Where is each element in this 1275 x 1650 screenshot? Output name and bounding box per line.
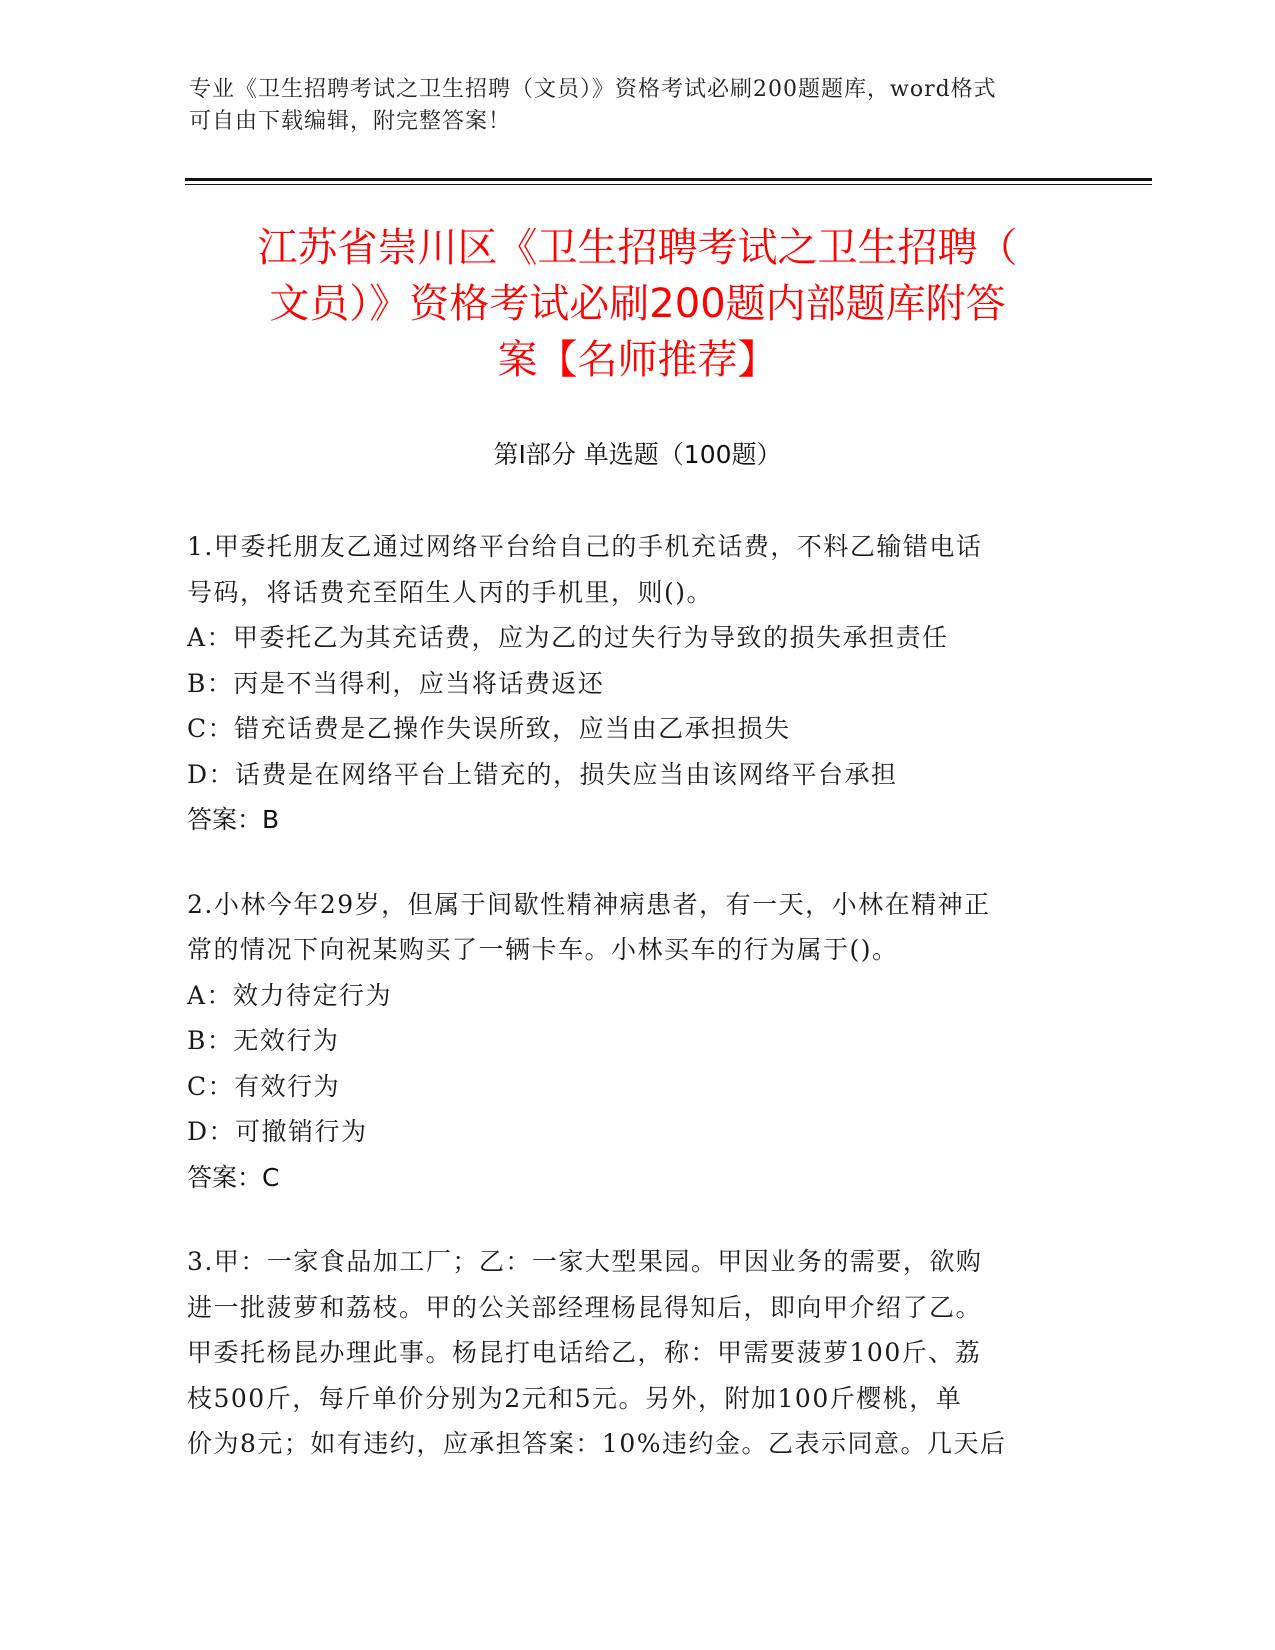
- answer-label: 答案：B: [187, 805, 280, 834]
- question-stem-line: 价为8元；如有违约，应承担答案：10%违约金。乙表示同意。几天后: [187, 1429, 1007, 1458]
- title-line: 江苏省崇川区《卫生招聘考试之卫生招聘（: [257, 225, 1018, 271]
- option-c: C：有效行为: [187, 1071, 341, 1101]
- document-title: [180, 220, 1095, 388]
- option-d: D：话费是在网络平台上错充的，损失应当由该网络平台承担: [187, 759, 898, 789]
- question-stem-line: 常的情况下向祝某购买了一辆卡车。小林买车的行为属于()。: [187, 935, 899, 964]
- option-b: B：无效行为: [187, 1026, 340, 1055]
- question-stem-line: 甲委托杨昆办理此事。杨昆打电话给乙，称：甲需要菠萝100斤、荔: [187, 1338, 982, 1367]
- option-c: C：错充话费是乙操作失误所致，应当由乙承担损失: [187, 714, 791, 743]
- question-stem-line: 2.小林今年29岁，但属于间歇性精神病患者，有一天，小林在精神正: [187, 889, 991, 919]
- divider-thick: [185, 178, 1152, 181]
- title-line: 文员）》资格考试必刷200题内部题库附答: [269, 281, 1006, 327]
- header-note-line: 专业《卫生招聘考试之卫生招聘（文员）》资格考试必刷200题题库，word格式: [189, 77, 997, 102]
- question-stem-line: 号码，将话费充至陌生人丙的手机里，则()。: [187, 577, 714, 607]
- header-note: [189, 74, 1069, 138]
- header-note-line: 可自由下载编辑，附完整答案！: [189, 109, 512, 134]
- question-stem-line: 枝500斤，每斤单价分别为2元和5元。另外，附加100斤樱桃，单: [187, 1383, 963, 1413]
- question-list: [187, 524, 1067, 1506]
- answer-label: 答案：C: [187, 1162, 280, 1192]
- question-item: [187, 524, 1067, 843]
- title-line: 案【名师推荐】: [497, 337, 778, 383]
- option-d: D：可撤销行为: [187, 1117, 368, 1146]
- question-stem-line: 3.甲：一家食品加工厂；乙：一家大型果园。甲因业务的需要，欲购: [187, 1247, 983, 1276]
- option-a: A：效力待定行为: [187, 980, 393, 1010]
- question-item: [187, 1239, 1067, 1467]
- divider-thin: [185, 184, 1152, 185]
- question-stem-line: 1.甲委托朋友乙通过网络平台给自己的手机充话费，不料乙输错电话: [187, 532, 983, 561]
- question-item: [187, 882, 1067, 1201]
- option-b: B：丙是不当得利，应当将话费返还: [187, 668, 605, 698]
- question-stem-line: 进一批菠萝和荔枝。甲的公关部经理杨昆得知后，即向甲介绍了乙。: [187, 1292, 983, 1322]
- option-a: A：甲委托乙为其充话费，应为乙的过失行为导致的损失承担责任: [187, 623, 949, 652]
- section-heading: 第I部分 单选题（100题）: [493, 440, 782, 469]
